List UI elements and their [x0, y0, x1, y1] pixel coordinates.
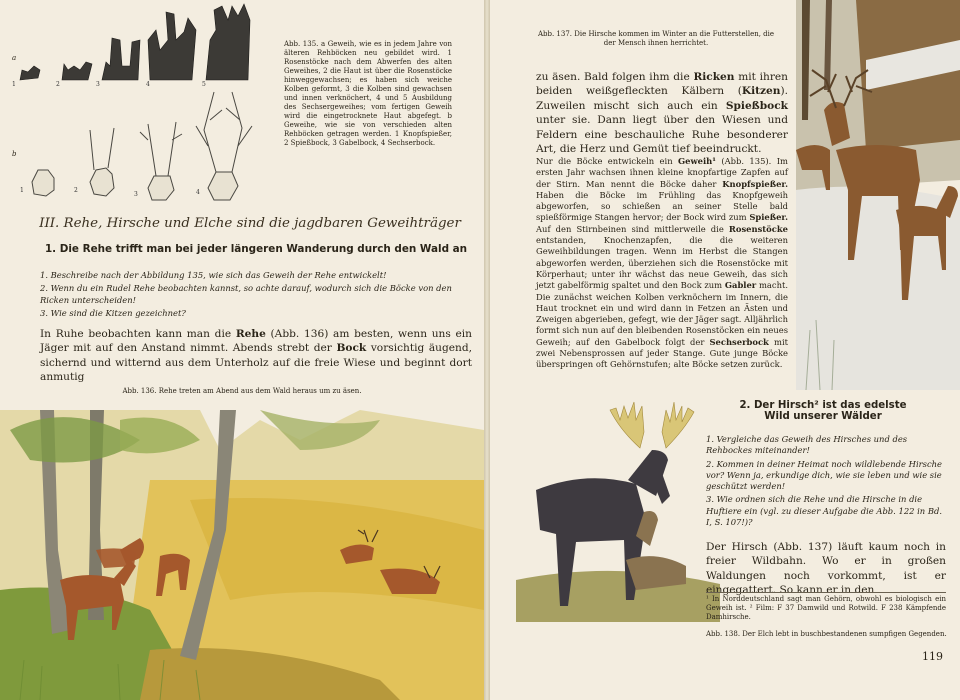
- page-number: 119: [922, 650, 943, 663]
- text-run: Haben die Böcke im Frühling das Knopfgeweih abgeworfen, so schießen an seiner Stelle bald spießförmige Stangen hervor; der Bock wird zum: [536, 189, 788, 223]
- moose-illustration: [516, 400, 720, 622]
- svg-text:1: 1: [20, 187, 24, 194]
- row-a-label: a: [12, 54, 17, 62]
- keyword: Spießer.: [749, 212, 788, 223]
- paragraph-geweih: [536, 156, 788, 371]
- svg-text:1: 1: [12, 81, 16, 88]
- svg-text:2: 2: [56, 81, 60, 88]
- text-run: unter sie. Dann liegt über den Wiesen und Feldern eine beschauliche Ruhe besonderer Art, die Herz und Gemüt tief beeindruckt.: [536, 114, 788, 156]
- task-item: 1. Beschreibe nach der Abbildung 135, wie sich das Geweih der Rehe entwickelt!: [40, 270, 387, 280]
- antler-development-figure: [10, 0, 270, 205]
- keyword: Geweih¹: [677, 156, 716, 166]
- keyword: Ricken: [693, 71, 735, 83]
- paragraph-ricken: [536, 70, 788, 156]
- text-run: entstanden, Knochenzapfen, die die weiteren Geweihbildungen tragen. Wenn im Herbst die Stangen abgeworfen werden, überziehen sich die Rosenstöcke mit Körperhaut; unter ihr wächst das neue Geweih, das sich jetzt gabelförmig spaltet und den Bock zum: [536, 235, 788, 291]
- svg-text:3: 3: [134, 191, 138, 198]
- keyword: Rosenstöcke: [728, 223, 788, 234]
- svg-text:2: 2: [74, 187, 78, 194]
- text-run: vorsichtig äugend, sichernd und witternd aus dem Unterholz auf die freie Wiese und beginnt dort anmutig: [40, 342, 472, 384]
- svg-text:3: 3: [96, 81, 100, 88]
- text-run: mit zwei Nebensprossen auf jeder Stange. Gute junge Böcke überspringen oft Gehörnstufen; alte Böcke setzen zurück.: [536, 336, 788, 370]
- fig136-caption: Abb. 136. Rehe treten am Abend aus dem Wald heraus um zu äsen.: [122, 387, 362, 395]
- roe-deer-meadow-illustration: [0, 410, 484, 700]
- keyword: Knopfspießer.: [722, 178, 788, 189]
- row-b-label: b: [12, 150, 17, 158]
- text-run: macht. Die zunächst weichen Kolben verknöchern im Innern, die Haut trocknet ein und wird dann in Fetzen an Ästen und Zweigen abgerieben, gefegt, wie der Jäger sagt. Alljährlich formt sich nun auf den bleibenden Rosenstöcken ein neues Geweih; auf den Gabelbock folgt der: [536, 280, 788, 347]
- svg-text:5: 5: [202, 81, 206, 88]
- keyword: Spießbock: [725, 99, 788, 112]
- subheading-rehe: 1. Die Rehe trifft man bei jeder längeren Wanderung durch den Wald an: [44, 243, 468, 255]
- text-run: (Abb. 136) am besten, wenn uns ein Jäger mit auf den Anstand nimmt. Abends strebt der: [40, 328, 473, 355]
- keyword: Gabler: [724, 280, 757, 291]
- task-item: 1. Vergleiche das Geweih des Hirsches und des Rehbockes miteinander!: [706, 434, 908, 456]
- paragraph-rehe: [40, 327, 472, 385]
- svg-text:4: 4: [196, 189, 200, 196]
- text-run: (Abb. 135). Im ersten Jahr wachsen ihnen kleine knopfartige Zapfen auf der Stirn. Man nennt die Böcke daher: [536, 156, 788, 189]
- winter-red-deer-illustration: [796, 0, 960, 390]
- task-item: 2. Kommen in deiner Heimat noch wildlebende Hirsche vor? Wenn ja, erkundige dich, wie sie leben und wie sie geschützt werden!: [706, 458, 942, 492]
- section-heading: III. Rehe, Hirsche und Elche sind die jagdbaren Geweihträger: [39, 216, 461, 231]
- task-list-rehe: [40, 270, 472, 321]
- text-run: Auf den Stirnbeinen sind mittlerweile die: [536, 223, 729, 234]
- svg-text:4: 4: [146, 81, 150, 88]
- fig135-caption: Abb. 135. a Geweih, wie es in jedem Jahre von älteren Rehböcken neu gebildet wird. 1 Rosenstöcke nach dem Abwerfen des alten Geweihes, 2 die Haut ist über die Rosenstöcke hinweggewachsen; es haben sich weiche Kolben geformt, 3 die Kolben sind gewachsen und innen verknöchert, 4 und 5 Ausbildung des Sechsergeweihes; vom fertigen Geweih wird die eingetrocknete Haut abgefegt. b Geweihe, wie sie von verschieden alten Rehböcken getragen werden. 1 Knopfspießer, 2 Spießbock, 3 Gabelbock, 4 Sechserbock.: [284, 40, 452, 147]
- fig138-caption: Abb. 138. Der Elch lebt in buschbestandenen sumpfigen Gegenden.: [706, 630, 947, 638]
- keyword: Rehe: [235, 328, 266, 340]
- text-run: Nur die Böcke entwickeln ein: [536, 156, 678, 166]
- paragraph-hirsch: Der Hirsch (Abb. 137) läuft kaum noch in freier Wildbahn. Wo er in großen Waldungen noch vorkommt, ist er eingegattert. So kann er in den: [706, 541, 946, 597]
- footnotes: ¹ In Norddeutschland sagt man Gehörn, obwohl es biologisch ein Geweih ist. ² Film: F 37 Damwild und Rotwild. F 238 Kämpfende Damhirsche.: [706, 592, 946, 622]
- text-run: mit ihren beiden weißgefleckten Kälbern (: [536, 71, 788, 98]
- heading-hirsch: 2. Der Hirsch² ist das edelste Wild unserer Wälder: [739, 400, 907, 422]
- text-run: ). Zuweilen mischt sich auch ein: [536, 85, 788, 112]
- task-item: 3. Wie ordnen sich die Rehe und die Hirsche in die Huftiere ein (vgl. zu dieser Aufgabe die Abb. 122 in Bd. I, S. 107!)?: [706, 494, 943, 528]
- task-item: 2. Wenn du ein Rudel Rehe beobachten kannst, so achte darauf, wodurch sich die Böcke von den Ricken unterscheiden!: [40, 283, 452, 305]
- keyword: Sechserbock: [709, 336, 769, 347]
- task-item: 3. Wie sind die Kitzen gezeichnet?: [40, 307, 186, 318]
- task-list-hirsch: [706, 434, 946, 530]
- text-run: In Ruhe beobachten kann man die: [40, 328, 236, 340]
- keyword: Bock: [336, 342, 367, 355]
- text-run: zu äsen. Bald folgen ihm die: [536, 71, 694, 83]
- keyword: Kitzen: [741, 85, 781, 98]
- fig137-caption: Abb. 137. Die Hirsche kommen im Winter an die Futterstellen, die der Mensch ihnen herrichtet.: [537, 30, 775, 47]
- right-page: [490, 0, 960, 700]
